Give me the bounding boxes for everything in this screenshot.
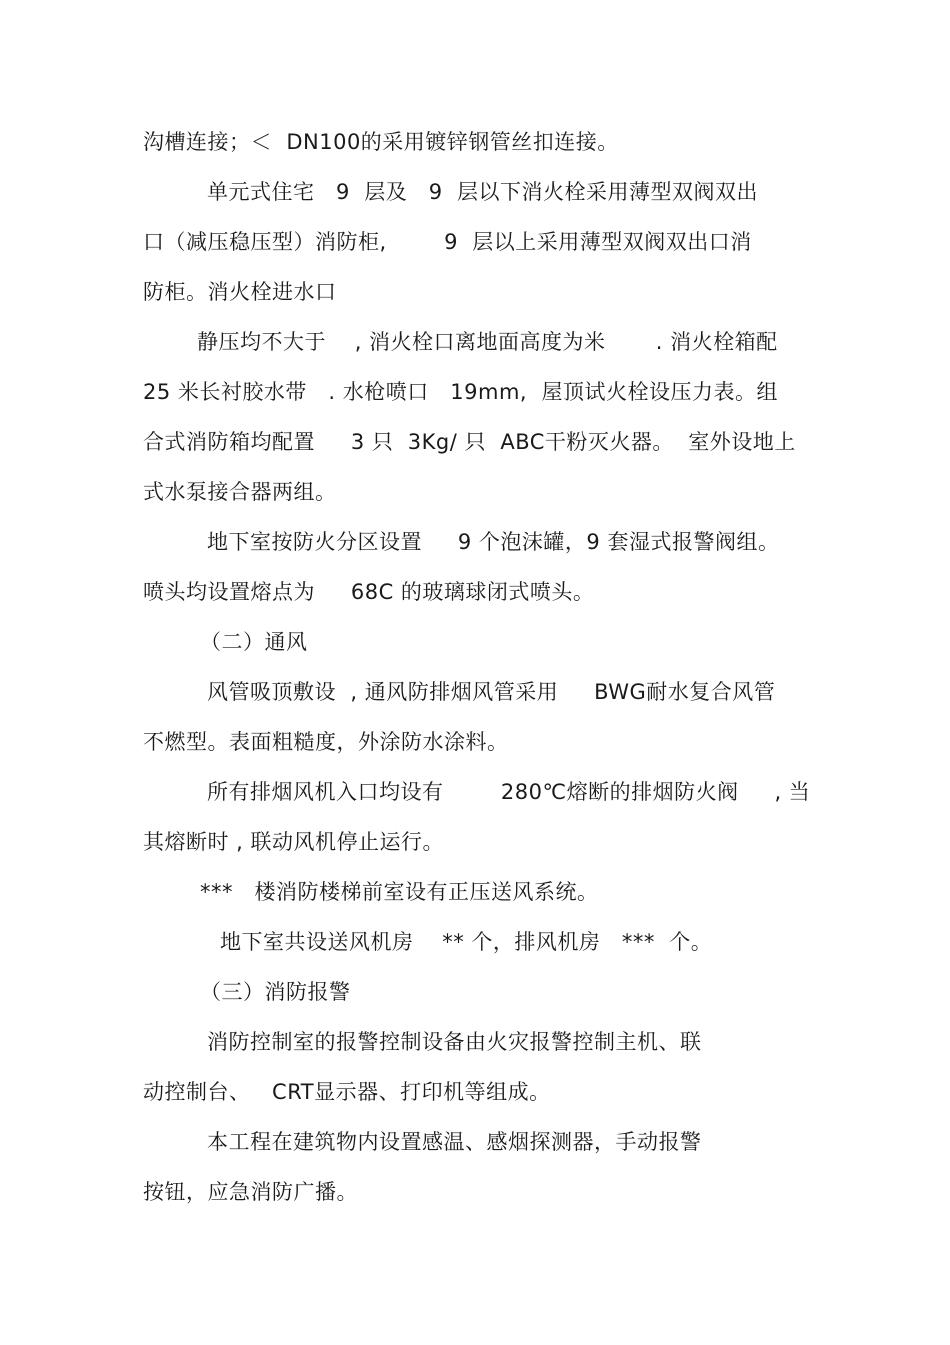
section-heading: （二）通风 [200,630,308,654]
text-line: 风管吸顶敷设 , 通风防排烟风管采用 BWG耐水复合风管 [207,680,776,704]
text-line: 口（减压稳压型）消防柜, 9 层以上采用薄型双阀双出口消 [143,230,752,254]
text-line: 喷头均设置熔点为 68C 的玻璃球闭式喷头。 [143,580,595,604]
text-line: *** 楼消防楼梯前室设有正压送风系统。 [200,880,599,904]
text-line: 25 米长衬胶水带 . 水枪喷口 19mm, 屋顶试火栓设压力表。组 [143,380,778,404]
text-line: 消防控制室的报警控制设备由火灾报警控制主机、联 [207,1030,702,1054]
text-line: 合式消防箱均配置 3 只 3Kg/ 只 ABC干粉灭火器。 室外设地上 [143,430,796,454]
text-line: 防柜。消火栓进水口 [143,280,337,304]
text-line: 单元式住宅 9 层及 9 层以下消火栓采用薄型双阀双出 [207,180,758,204]
text-line: 其熔断时 , 联动风机停止运行。 [143,830,445,854]
text-line: 动控制台、 CRT显示器、打印机等组成。 [143,1080,551,1104]
text-line: 按钮，应急消防广播。 [143,1180,358,1204]
text-line: 本工程在建筑物内设置感温、感烟探测器，手动报警 [207,1130,702,1154]
text-line: 所有排烟风机入口均设有 280℃熔断的排烟防火阀 , 当 [207,780,811,804]
text-line: 地下室共设送风机房 ** 个，排风机房 *** 个。 [220,930,713,954]
text-line: 不燃型。表面粗糙度，外涂防水涂料。 [143,730,509,754]
text-line: 地下室按防火分区设置 9 个泡沫罐，9 套湿式报警阀组。 [207,530,780,554]
section-heading: （三）消防报警 [200,980,351,1004]
text-line: 沟槽连接；＜ DN100的采用镀锌钢管丝扣连接。 [143,130,619,154]
text-line: 静压均不大于 , 消火栓口离地面高度为米 . 消火栓箱配 [197,330,778,354]
text-line: 式水泵接合器两组。 [143,480,337,504]
